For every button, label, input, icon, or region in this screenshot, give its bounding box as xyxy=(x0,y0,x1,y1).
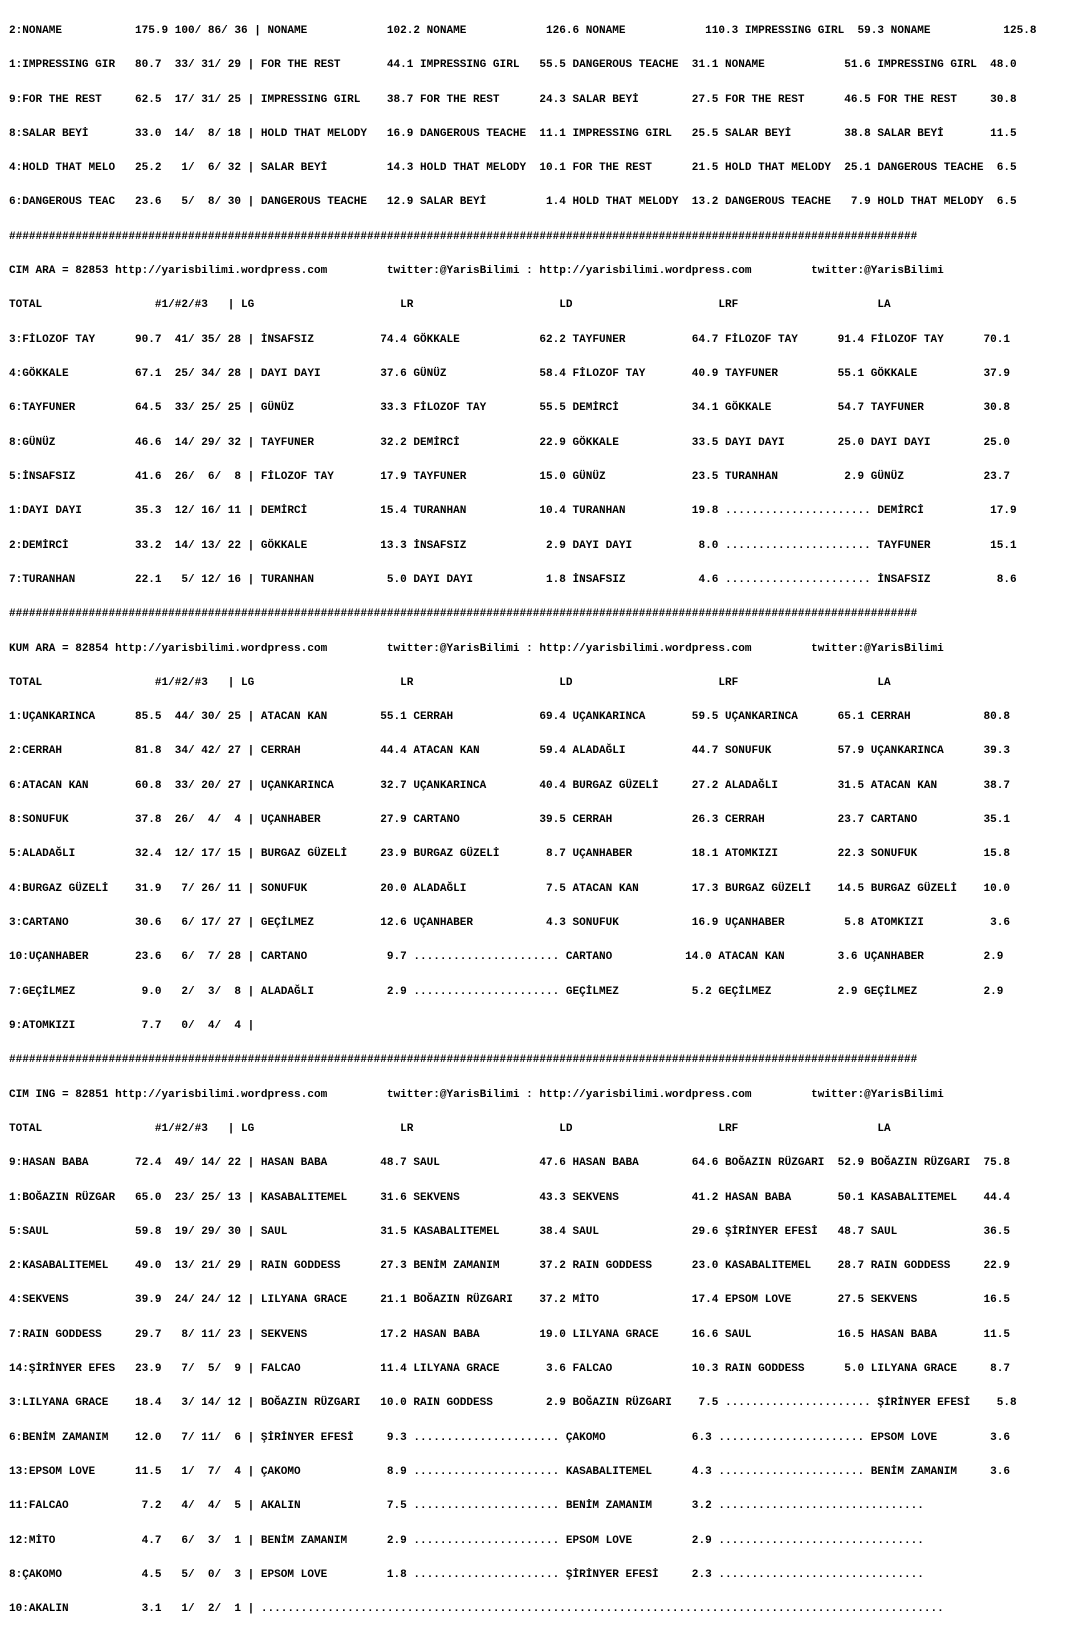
results-line: 6:BENİM ZAMANIM 12.0 7/ 11/ 6 | ŞİRİNYER EFESİ 9.3 ...................... ÇAKOMO 6.3 ...................... EPSOM LOVE 3.6 xyxy=(9,1431,1011,1444)
results-line: 1:UÇANKARINCA 85.5 44/ 30/ 25 | ATACAN KAN 55.1 CERRAH 69.4 UÇANKARINCA 59.5 UÇANKARINCA 65.1 CERRAH 80.8 xyxy=(9,711,1011,724)
results-line: 7:GEÇİLMEZ 9.0 2/ 3/ 8 | ALADAĞLI 2.9 ...................... GEÇİLMEZ 5.2 GEÇİLMEZ 2.9 GEÇİLMEZ 2.9 xyxy=(9,985,1004,998)
results-line: 7:TURANHAN 22.1 5/ 12/ 16 | TURANHAN 5.0 DAYI DAYI 1.8 İNSAFSIZ 4.6 ...................... İNSAFSIZ 8.6 xyxy=(9,573,1017,586)
column-header: TOTAL #1/#2/#3 | LG LR LD LRF LA xyxy=(9,676,891,689)
results-line: 8:SALAR BEYİ 33.0 14/ 8/ 18 | HOLD THAT MELODY 16.9 DANGEROUS TEACHE 11.1 IMPRESSING GIRL 25.5 SALAR BEYİ 38.8 SALAR BEYİ 11.5 xyxy=(9,127,1017,140)
results-line: 13:EPSOM LOVE 11.5 1/ 7/ 4 | ÇAKOMO 8.9 ...................... KASABALITEMEL 4.3 ...................... BENİM ZAMANIM 3.6 xyxy=(9,1466,1011,1478)
results-line: 8:SONUFUK 37.8 26/ 4/ 4 | UÇANHABER 27.9 CARTANO 39.5 CERRAH 26.3 CERRAH 23.7 CARTANO 35.1 xyxy=(9,814,1011,827)
results-line: 3:LILYANA GRACE 18.4 3/ 14/ 12 | BOĞAZIN RÜZGARI 10.0 RAIN GODDESS 2.9 BOĞAZIN RÜZGARI 7.5 ...................... ŞİRİNYER EFESİ 5.8 xyxy=(9,1397,1017,1410)
results-line: 8:ÇAKOMO 4.5 5/ 0/ 3 | EPSOM LOVE 1.8 ...................... ŞİRİNYER EFESİ 2.3 ............................... xyxy=(9,1568,924,1581)
results-line: 4:HOLD THAT MELO 25.2 1/ 6/ 32 | SALAR BEYİ 14.3 HOLD THAT MELODY 10.1 FOR THE REST 21.5 HOLD THAT MELODY 25.1 DANGEROUS TEACHE 6.5 xyxy=(9,162,1017,175)
results-line: 10:UÇANHABER 23.6 6/ 7/ 28 | CARTANO 9.7 ...................... CARTANO 14.0 ATACAN KAN 3.6 UÇANHABER 2.9 xyxy=(9,951,1004,964)
results-line: 9:FOR THE REST 62.5 17/ 31/ 25 | IMPRESSING GIRL 38.7 FOR THE REST 24.3 SALAR BEYİ 27.5 FOR THE REST 46.5 FOR THE REST 30.8 xyxy=(9,93,1017,106)
results-line: 1:DAYI DAYI 35.3 12/ 16/ 11 | DEMİRCİ 15.4 TURANHAN 10.4 TURANHAN 19.8 ...................... DEMİRCİ 17.9 xyxy=(9,505,1017,518)
section-separator: ######################################################################################################################################### xyxy=(9,1054,918,1067)
results-line: 1:BOĞAZIN RÜZGAR 65.0 23/ 25/ 13 | KASABALITEMEL 31.6 SEKVENS 43.3 SEKVENS 41.2 HASAN BABA 50.1 KASABALITEMEL 44.4 xyxy=(9,1191,1011,1204)
results-line: 6:TAYFUNER 64.5 33/ 25/ 25 | GÜNÜZ 33.3 FİLOZOF TAY 55.5 DEMİRCİ 34.1 GÖKKALE 54.7 TAYFUNER 30.8 xyxy=(9,402,1011,415)
results-line: 7:RAIN GODDESS 29.7 8/ 11/ 23 | SEKVENS 17.2 HASAN BABA 19.0 LILYANA GRACE 16.6 SAUL 16.5 HASAN BABA 11.5 xyxy=(9,1328,1011,1341)
results-line: 6:DANGEROUS TEAC 23.6 5/ 8/ 30 | DANGEROUS TEACHE 12.9 SALAR BEYİ 1.4 HOLD THAT MELODY 13.2 DANGEROUS TEACHE 7.9 HOLD THAT MELODY 6.5 xyxy=(9,196,1017,209)
race-header: CIM ING = 82851 http://yarisbilimi.wordpress.com twitter:@YarisBilimi : http://yarisbilimi.wordpress.com twitter:@YarisBilimi xyxy=(9,1088,944,1101)
results-line: 5:ALADAĞLI 32.4 12/ 17/ 15 | BURGAZ GÜZELİ 23.9 BURGAZ GÜZELİ 8.7 UÇANHABER 18.1 ATOMKIZI 22.3 SONUFUK 15.8 xyxy=(9,848,1011,861)
results-line: 4:GÖKKALE 67.1 25/ 34/ 28 | DAYI DAYI 37.6 GÜNÜZ 58.4 FİLOZOF TAY 40.9 TAYFUNER 55.1 GÖKKALE 37.9 xyxy=(9,368,1011,380)
results-line: 5:İNSAFSIZ 41.6 26/ 6/ 8 | FİLOZOF TAY 17.9 TAYFUNER 15.0 GÜNÜZ 23.5 TURANHAN 2.9 GÜNÜZ 23.7 xyxy=(9,470,1011,483)
section-separator: ######################################################################################################################################### xyxy=(9,608,918,621)
results-line: 2:DEMİRCİ 33.2 14/ 13/ 22 | GÖKKALE 13.3 İNSAFSIZ 2.9 DAYI DAYI 8.0 ...................... TAYFUNER 15.1 xyxy=(9,539,1017,552)
results-line: 6:ATACAN KAN 60.8 33/ 20/ 27 | UÇANKARINCA 32.7 UÇANKARINCA 40.4 BURGAZ GÜZELİ 27.2 ALADAĞLI 31.5 ATACAN KAN 38.7 xyxy=(9,779,1011,792)
results-line: 11:FALCAO 7.2 4/ 4/ 5 | AKALIN 7.5 ...................... BENİM ZAMANIM 3.2 ............................... xyxy=(9,1500,924,1513)
results-line: 14:ŞİRİNYER EFES 23.9 7/ 5/ 9 | FALCAO 11.4 LILYANA GRACE 3.6 FALCAO 10.3 RAIN GODDESS 5.0 LILYANA GRACE 8.7 xyxy=(9,1363,1011,1376)
results-line: 10:AKALIN 3.1 1/ 2/ 1 | ....................................................................................................... xyxy=(9,1603,944,1616)
section-separator: ######################################################################################################################################### xyxy=(9,230,918,243)
results-line: 4:BURGAZ GÜZELİ 31.9 7/ 26/ 11 | SONUFUK 20.0 ALADAĞLI 7.5 ATACAN KAN 17.3 BURGAZ GÜZELİ 14.5 BURGAZ GÜZELİ 10.0 xyxy=(9,882,1011,895)
column-header: TOTAL #1/#2/#3 | LG LR LD LRF LA xyxy=(9,1122,891,1135)
results-line: 8:GÜNÜZ 46.6 14/ 29/ 32 | TAYFUNER 32.2 DEMİRCİ 22.9 GÖKKALE 33.5 DAYI DAYI 25.0 DAYI DAYI 25.0 xyxy=(9,436,1011,449)
results-line: 1:IMPRESSING GIR 80.7 33/ 31/ 29 | FOR THE REST 44.1 IMPRESSING GIRL 55.5 DANGEROUS TEACHE 31.1 NONAME 51.6 IMPRESSING GIRL 48.0 xyxy=(9,59,1017,72)
race-header: KUM ARA = 82854 http://yarisbilimi.wordpress.com twitter:@YarisBilimi : http://yarisbilimi.wordpress.com twitter:@YarisBilimi xyxy=(9,642,944,655)
results-line: 9:HASAN BABA 72.4 49/ 14/ 22 | HASAN BABA 48.7 SAUL 47.6 HASAN BABA 64.6 BOĞAZIN RÜZGARI 52.9 BOĞAZIN RÜZGARI 75.8 xyxy=(9,1157,1011,1170)
results-line: 4:SEKVENS 39.9 24/ 24/ 12 | LILYANA GRACE 21.1 BOĞAZIN RÜZGARI 37.2 MİTO 17.4 EPSOM LOVE 27.5 SEKVENS 16.5 xyxy=(9,1294,1011,1307)
column-header: TOTAL #1/#2/#3 | LG LR LD LRF LA xyxy=(9,299,891,312)
results-line: 3:FİLOZOF TAY 90.7 41/ 35/ 28 | İNSAFSIZ 74.4 GÖKKALE 62.2 TAYFUNER 64.7 FİLOZOF TAY 91.4 FİLOZOF TAY 70.1 xyxy=(9,333,1011,346)
race-header: CIM ARA = 82853 http://yarisbilimi.wordpress.com twitter:@YarisBilimi : http://yarisbilimi.wordpress.com twitter:@YarisBilimi xyxy=(9,265,944,278)
results-line: 5:SAUL 59.8 19/ 29/ 30 | SAUL 31.5 KASABALITEMEL 38.4 SAUL 29.6 ŞİRİNYER EFESİ 48.7 SAUL 36.5 xyxy=(9,1225,1011,1238)
results-line: 2:CERRAH 81.8 34/ 42/ 27 | CERRAH 44.4 ATACAN KAN 59.4 ALADAĞLI 44.7 SONUFUK 57.9 UÇANKARINCA 39.3 xyxy=(9,745,1011,758)
results-line: 2:KASABALITEMEL 49.0 13/ 21/ 29 | RAIN GODDESS 27.3 BENİM ZAMANIM 37.2 RAIN GODDESS 23.0 KASABALITEMEL 28.7 RAIN GODDESS 22.9 xyxy=(9,1260,1011,1273)
results-line: 12:MİTO 4.7 6/ 3/ 1 | BENİM ZAMANIM 2.9 ...................... EPSOM LOVE 2.9 ............................... xyxy=(9,1534,924,1547)
results-line: 9:ATOMKIZI 7.7 0/ 4/ 4 | xyxy=(9,1019,255,1032)
results-line: 3:CARTANO 30.6 6/ 17/ 27 | GEÇİLMEZ 12.6 UÇANHABER 4.3 SONUFUK 16.9 UÇANHABER 5.8 ATOMKIZI 3.6 xyxy=(9,917,1011,929)
results-line: 2:NONAME 175.9 100/ 86/ 36 | NONAME 102.2 NONAME 126.6 NONAME 110.3 IMPRESSING GIRL 59.3 NONAME 125.8 xyxy=(9,24,1037,37)
